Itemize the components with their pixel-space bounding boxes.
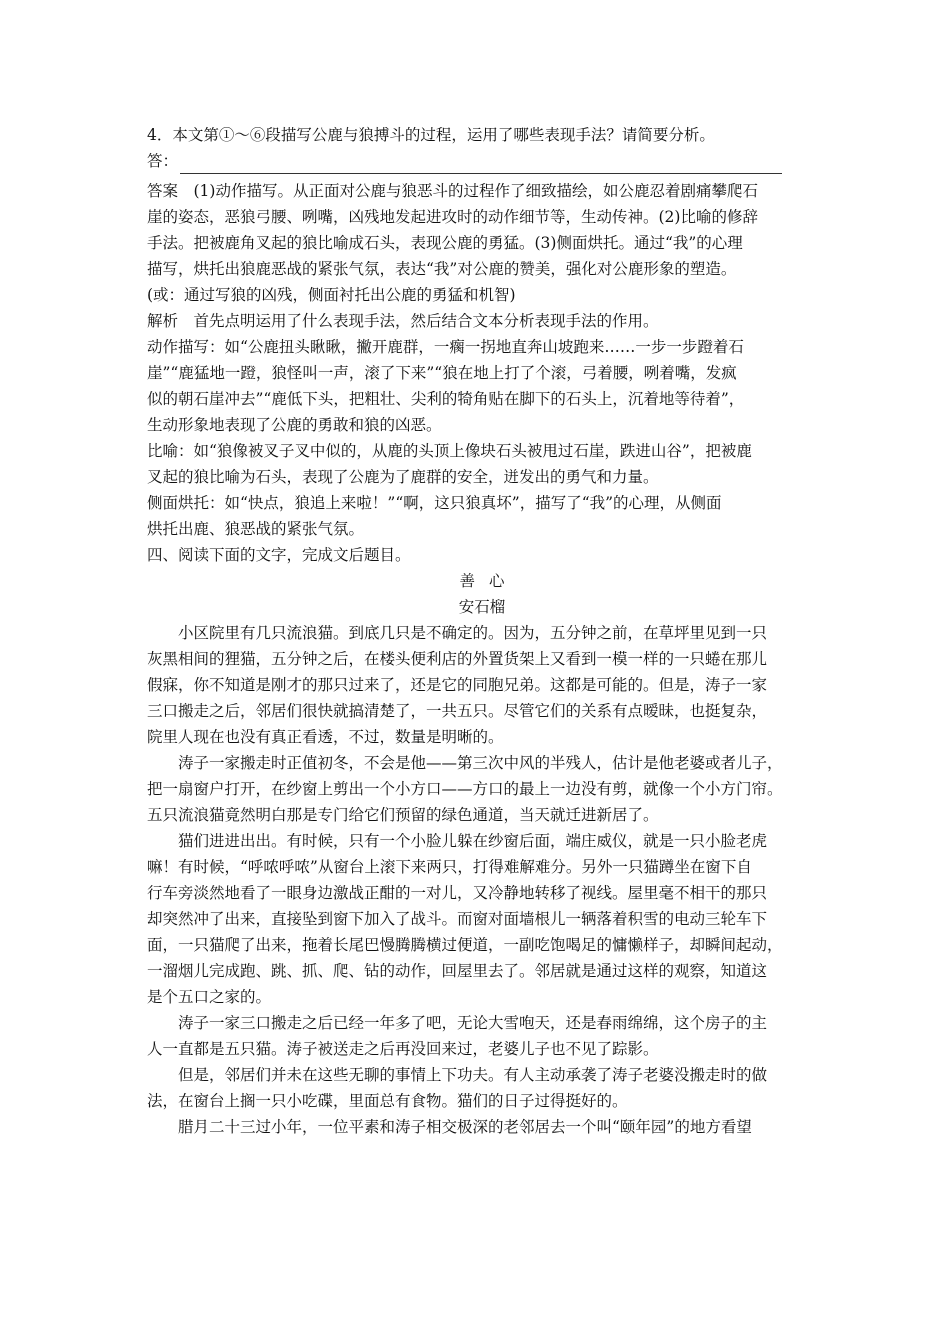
paragraph-line: 灰黑相间的狸猫，五分钟之后，在楼头便利店的外置货架上又看到一模一样的一只蜷在那儿	[147, 650, 768, 668]
article-author: 安石榴	[458, 598, 506, 616]
article-title-text: 善心	[459, 572, 519, 590]
paragraph-line: 小区院里有几只流浪猫。到底几只是不确定的。因为，五分钟之前，在草坪里见到一只	[178, 624, 768, 642]
paragraph-line: 猫们进进出出。有时候，只有一个小脸儿躲在纱窗后面，端庄威仪，就是一只小脸老虎	[178, 832, 768, 850]
paragraph-line: 行车旁淡然地看了一眼身边激战正酣的一对儿，又冷静地转移了视线。屋里毫不相干的那只	[147, 884, 768, 902]
paragraph-line: 腊月二十三过小年，一位平素和涛子相交极深的老邻居去一个叫“颐年园”的地方看望	[178, 1118, 752, 1136]
analysis-line: 生动形象地表现了公鹿的勇敢和狼的凶恶。	[147, 416, 442, 434]
analysis-line: 崖”“鹿猛地一蹬，狼怪叫一声，滚了下来”“狼在地上打了个滚，弓着腰，咧着嘴，发疯	[147, 364, 737, 382]
analysis-line: 烘托出鹿、狼恶战的紧张气氛。	[147, 520, 365, 538]
answer-blank	[147, 148, 817, 174]
paragraph-line: 嘛！有时候，“呼哝呼哝”从窗台上滚下来两只，打得难解难分。另外一只猫蹲坐在窗下自	[147, 858, 752, 876]
paragraph-line: 是个五口之家的。	[147, 988, 272, 1006]
paragraph-line: 人一直都是五只猫。涛子被送走之后再没回来过，老婆儿子也不见了踪影。	[147, 1040, 659, 1058]
answer-line: 手法。把被鹿角叉起的狼比喻成石头，表现公鹿的勇猛。(3)侧面烘托。通过“我”的心理	[147, 234, 743, 252]
answer-line: (或：通过写狼的凶残，侧面衬托出公鹿的勇猛和机智)	[147, 286, 516, 304]
answer-underline	[180, 156, 782, 174]
paragraph-line: 却突然冲了出来，直接坠到窗下加入了战斗。而窗对面墙根儿一辆落着积雪的电动三轮车下	[147, 910, 768, 928]
page-content	[147, 122, 817, 1140]
article-paragraph	[147, 1010, 817, 1062]
paragraph-line: 五只流浪猫竟然明白那是专门给它们预留的绿色通道，当天就迁进新居了。	[147, 806, 659, 824]
paragraph-line: 面，一只猫爬了出来，拖着长尾巴慢腾腾横过便道，一副吃饱喝足的慵懒样子，却瞬间起动，	[147, 936, 783, 954]
analysis-line: 比喻：如“狼像被叉子叉中似的，从鹿的头顶上像块石头被甩过石崖，跌进山谷”，把被鹿	[147, 442, 752, 460]
article-paragraph	[147, 1062, 817, 1114]
analysis-line: 叉起的狼比喻为石头，表现了公鹿为了鹿群的安全，迸发出的勇气和力量。	[147, 468, 659, 486]
answer-line: 答案 (1)动作描写。从正面对公鹿与狼恶斗的过程作了细致描绘，如公鹿忍着剧痛攀爬石	[147, 182, 758, 200]
analysis-line: 动作描写：如“公鹿扭头瞅瞅，撇开鹿群，一瘸一拐地直奔山坡跑来……一步一步蹬着石	[147, 338, 744, 356]
answer-block	[147, 178, 817, 308]
analysis-block	[147, 308, 817, 542]
article-paragraph	[147, 750, 817, 828]
paragraph-line: 三口搬走之后，邻居们很快就搞清楚了，一共五只。尽管它们的关系有点暧昧，也挺复杂，	[147, 702, 768, 720]
paragraph-line: 涛子一家搬走时正值初冬，不会是他——第三次中风的半残人，估计是他老婆或者儿子，	[178, 754, 783, 772]
analysis-line: 解析 首先点明运用了什么表现手法，然后结合文本分析表现手法的作用。	[147, 312, 659, 330]
answer-line: 描写，烘托出狼鹿恶战的紧张气氛，表达“我”对公鹿的赞美，强化对公鹿形象的塑造。	[147, 260, 737, 278]
answer-line: 崖的姿态，恶狼弓腰、咧嘴，凶残地发起进攻时的动作细节等，生动传神。(2)比喻的修辞	[147, 208, 758, 226]
article-paragraph	[147, 828, 817, 1010]
article-paragraph	[147, 620, 817, 750]
paragraph-line: 一溜烟儿完成跑、跳、抓、爬、钻的动作，回屋里去了。邻居就是通过这样的观察，知道这	[147, 962, 768, 980]
analysis-line: 似的朝石崖冲去”“鹿低下头，把粗壮、尖利的犄角贴在脚下的石头上，沉着地等待着”，	[147, 390, 745, 408]
paragraph-line: 假寐，你不知道是刚才的那只过来了，还是它的同胞兄弟。这都是可能的。但是，涛子一家	[147, 676, 768, 694]
paragraph-line: 但是，邻居们并未在这些无聊的事情上下功夫。有人主动承袭了涛子老婆没搬走时的做	[178, 1066, 768, 1084]
paragraph-line: 涛子一家三口搬走之后已经一年多了吧，无论大雪咆天，还是春雨绵绵，这个房子的主	[178, 1014, 768, 1032]
question-4: 4．本文第①～⑥段描写公鹿与狼搏斗的过程，运用了哪些表现手法？请简要分析。	[147, 126, 715, 144]
article-paragraph	[147, 1114, 817, 1140]
paragraph-line: 把一扇窗户打开，在纱窗上剪出一个小方口——方口的最上一边没有剪，就像一个小方门帘。	[147, 780, 783, 798]
answer-label: 答：	[147, 152, 179, 170]
paragraph-line: 法，在窗台上搁一只小吃碟，里面总有食物。猫们的日子过得挺好的。	[147, 1092, 628, 1110]
paragraph-line: 院里人现在也没有真正看透，不过，数量是明晰的。	[147, 728, 504, 746]
analysis-line: 侧面烘托：如“快点，狼追上来啦！”“啊，这只狼真坏”，描写了“我”的心理，从侧面	[147, 494, 722, 512]
section-heading: 四、阅读下面的文字，完成文后题目。	[147, 546, 411, 564]
article-title	[147, 568, 817, 594]
